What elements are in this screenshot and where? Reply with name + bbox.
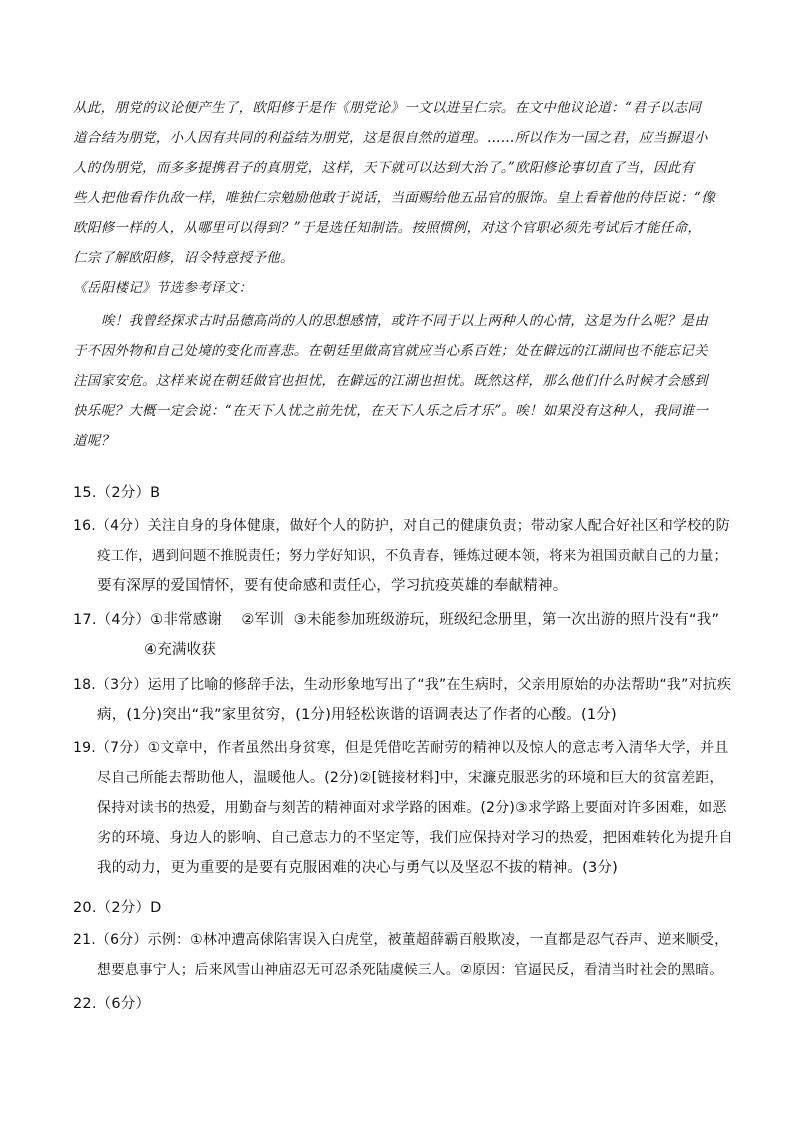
answer-line: 要有深厚的爱国情怀，要有使命感和责任心，学习抗疫英雄的奉献精神。 — [97, 578, 568, 594]
answer-line: 保持对读书的热爱，用勤奋与刻苦的精神面对求学路的困难。(2分)③求学路上要面对许多困难，如恶 — [97, 800, 727, 816]
translation-paragraph-pengdang — [73, 93, 733, 273]
text-line: 道合结为朋党，小人因有共同的利益结为朋党，这是很自然的道理。……所以作为一国之君，应当摒退小 — [73, 130, 708, 146]
answer-line: 17.（4分）①非常感谢 ②军训 ③未能参加班级游玩，班级纪念册里，第一次出游的照片没有“我” — [73, 612, 720, 628]
answer-line: 16.（4分）关注自身的身体健康，做好个人的防护，对自己的健康负责；带动家人配合好社区和学校的防 — [73, 518, 730, 534]
answer-17 — [73, 605, 733, 665]
answer-19 — [73, 733, 733, 883]
section-heading: 《岳阳楼记》节选参考译文： — [73, 280, 253, 296]
text-line: 快乐呢？大概一定会说：“在天下人忧之前先忧，在天下人乐之后才乐”。唉！如果没有这种人，我同谁一 — [73, 403, 709, 419]
text-line: 道呢？ — [73, 433, 115, 449]
text-line: 人的伪朋党，而多多提携君子的真朋党，这样，天下就可以达到大治了。”欧阳修论事切直了当，因此有 — [73, 160, 695, 176]
answer-15 — [73, 478, 733, 508]
text-line: 唉！我曾经探求古时品德高尚的人的思想感情，或许不同于以上两种人的心情，这是为什么呢？是由 — [101, 313, 709, 329]
answer-line: 病，(1分)突出“我”家里贫穷，(1分)用轻松诙谐的语调表达了作者的心酸。(1分) — [97, 707, 617, 723]
answer-line: 我的动力，更为重要的是要有克服困难的决心与勇气以及坚忍不拔的精神。(3分) — [97, 860, 618, 876]
answer-18 — [73, 670, 733, 730]
text-line: 欧阳修一样的人，从哪里可以得到？”于是选任知制诰。按照惯例，对这个官职必须先考试后才能任命， — [73, 220, 702, 236]
answer-21 — [73, 925, 733, 985]
answer-line: 15.（2分）B — [73, 485, 161, 501]
answer-line: 21.（6分）示例：①林冲遭高俅陷害误入白虎堂，被董超薛霸百般欺凌，一直都是忍气吞声、逆来顺受， — [73, 932, 729, 948]
translation-paragraph-yueyanglou — [73, 306, 733, 456]
answer-16 — [73, 511, 733, 601]
text-line: 于不因外物和自己处境的变化而喜悲。在朝廷里做高官就应当心系百姓；处在僻远的江湖间也不能忘记关 — [73, 343, 708, 359]
answer-line: 18.（3分）运用了比喻的修辞手法，生动形象地写出了“我”在生病时，父亲用原始的办法帮助“我”对抗疾 — [73, 677, 732, 693]
answer-line: 19.（7分）①文章中，作者虽然出身贫寒，但是凭借吃苦耐劳的精神以及惊人的意志考入清华大学，并且 — [73, 740, 729, 756]
text-line: 从此，朋党的议论便产生了，欧阳修于是作《朋党论》一文以进呈仁宗。在文中他议论道：“君子以志同 — [73, 100, 702, 116]
answer-line: 20.（2分）D — [73, 900, 162, 916]
answer-22 — [73, 989, 733, 1019]
answer-line: 疫工作，遇到问题不推脱责任；努力学好知识，不负青春，锤炼过硬本领，将来为祖国贡献自己的力量； — [97, 548, 728, 564]
text-line: 些人把他看作仇敌一样，唯独仁宗勉励他敢于说话，当面赐给他五品官的服饰。皇上看着他的侍臣说：“像 — [73, 190, 715, 206]
answer-line: 劣的环境、身边人的影响、自己意志力的不坚定等，我们应保持对学习的热爱，把困难转化为提升自 — [97, 830, 733, 846]
translation-heading-yueyanglou — [73, 273, 733, 303]
text-line: 仁宗了解欧阳修，诏令特意授予他。 — [73, 250, 294, 266]
text-line: 注国家安危。这样来说在朝廷做官也担忧，在僻远的江湖也担忧。既然这样，那么他们什么时候才会感到 — [73, 373, 708, 389]
answer-line: 22.（6分） — [73, 996, 151, 1012]
answer-20 — [73, 893, 733, 923]
answer-line: 想要息事宁人；后来风雪山神庙忍无可忍杀死陆虞候三人。②原因：官逼民反，看清当时社会的黑暗。 — [97, 962, 724, 978]
answer-line: 尽自己所能去帮助他人，温暖他人。(2分)②[链接材料]中，宋濂克服恶劣的环境和巨大的贫富差距， — [97, 770, 724, 786]
answer-line: ④充满收获 — [144, 642, 216, 658]
